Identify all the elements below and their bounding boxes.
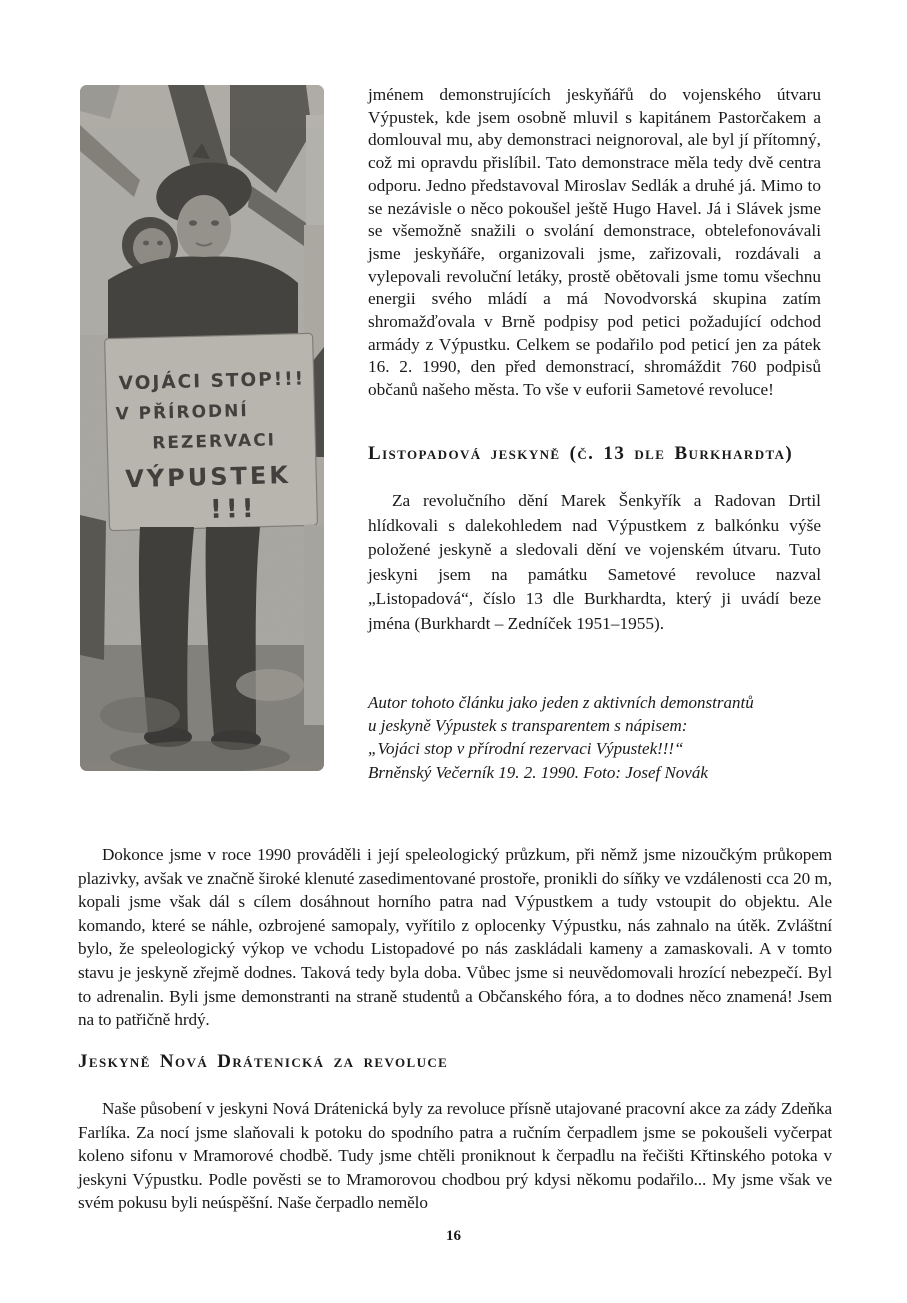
page-number: 16 xyxy=(446,1228,461,1244)
photo-caption-line: Autor tohoto článku jako jeden z aktivních demonstrantů xyxy=(368,693,754,712)
photo-caption-line: Brněnský Večerník 19. 2. 1990. Foto: Josef Novák xyxy=(368,762,708,782)
paragraph-listopadova: Za revolučního dění Marek Šenkyřík a Radovan Drtil hlídkovali s dalekohledem nad Výpustkem z balkónku výše položené jeskyně a sledovali dění ve vojenském útvaru. Tuto jeskyni jsem na památku Sametové revoluce nazval „Listopadová“, číslo 13 dle Burkhardta, který ji uvádí beze jména (Burkhardt – Zedníček 1951–1955). xyxy=(368,491,821,633)
demonstrator-photo xyxy=(80,85,324,771)
paragraph-speleologicky-pruzkum: Dokonce jsme v roce 1990 prováděli i její speleologický průzkum, při němž jsme nizoučkým průkopem plazivky, avšak ve značně široké klenuté zasedimentované prostoře, pronikli do síňky ve vzdálenosti cca 20 m, kopali jsme však dál s cílem dosáhnout horního patra nad Výpustkem a tudy vstoupit do objektu. Ale komando, které se náhle, ozbrojené samopaly, vyřítilo z oplocenky Výpustku, nás zahnalo na útěk. Zvláštní bylo, že speleologický výkop ve vchodu Listopadové po nás zaskládali kameny a zamaskovali. A v tomto stavu je jeskyně zřejmě dodnes. Taková tedy byla doba. Vůbec jsme si neuvědomovali hrozící nebezpečí. Byl to adrenalin. Byli jsme demonstranti na straně studentů a Občanského fóra, a to dodnes něco znamená! Jsem na to patřičně hrdý. xyxy=(78,845,832,1030)
paragraph-continuation: jménem demonstrujících jeskyňářů do vojenského útvaru Výpustek, kde jsem osobně mluvil s kapitánem Pastorčakem a domlouval mu, aby demonstraci neignoroval, ale byl jí přítomný, což mi opravdu přislíbil. Tato demonstrace měla tedy dvě centra odporu. Jedno představoval Miroslav Sedlák a druhé já. Mimo to se nezávisle o něco pokoušel ještě Hugo Havel. Já i Slávek jsme se všemožně snažili o svolání demonstrace, obtelefonovávali jsme jeskyňáře, organizovali jsme, zařizovali, rozdávali a vylepovali revoluční letáky, prostě obětovali jsme tomu všechnu energii svého mládí a má Novodvorská skupina zatím shromažďovala v Brně podpisy pod petici požadující odchod armády z Výpustku. Celkem se podařilo pod peticí jen za pátek 16. 2. 1990, den před demonstrací, shromáždit 760 podpisů občanů našeho města. To vše v euforii Sametové revoluce! xyxy=(368,85,821,400)
demonstrator-photo-art xyxy=(80,85,324,771)
photo-caption-line: „Vojáci stop v přírodní rezervaci Výpustek!!!“ xyxy=(368,739,684,759)
photo-caption-line: u jeskyně Výpustek s transparentem s nápisem: xyxy=(368,716,688,736)
section-heading-listopadova-jeskyne: Listopadová jeskyně (č. 13 dle Burkhardta) xyxy=(368,443,794,464)
sign-text-line: VÝPUSTEK xyxy=(124,460,292,494)
sign-text-line: V PŘÍRODNÍ xyxy=(115,400,249,425)
halftone-grain-overlay xyxy=(80,85,324,771)
photo-caption xyxy=(368,691,838,784)
sign-text-line: VOJÁCI STOP!!! xyxy=(118,368,306,395)
sign-text-line: REZERVACI xyxy=(152,430,277,454)
sign-text-line: !!! xyxy=(209,493,259,526)
paragraph-nova-dratenicka: Naše působení v jeskyni Nová Drátenická byly za revoluce přísně utajované pracovní akce za zády Zdeňka Farlíka. Za nocí jsme slaňovali k potoku do spodního patra a ručním čerpadlem jsme se pokoušeli vyčerpat koleno sifonu v Mramorové chodbě. Tudy jsme chtěli proniknout k čerpadlu na řečišti Křtinského potoka v jeskyni Výpustku. Podle pověsti se to Mramorovou chodbou prý kdysi někomu podařilo... My jsme však ve svém pokusu byli neúspěšní. Naše čerpadlo nemělo xyxy=(78,1099,832,1213)
section-heading-nova-dratenicka: Jeskyně Nová Drátenická za revoluce xyxy=(78,1051,449,1072)
